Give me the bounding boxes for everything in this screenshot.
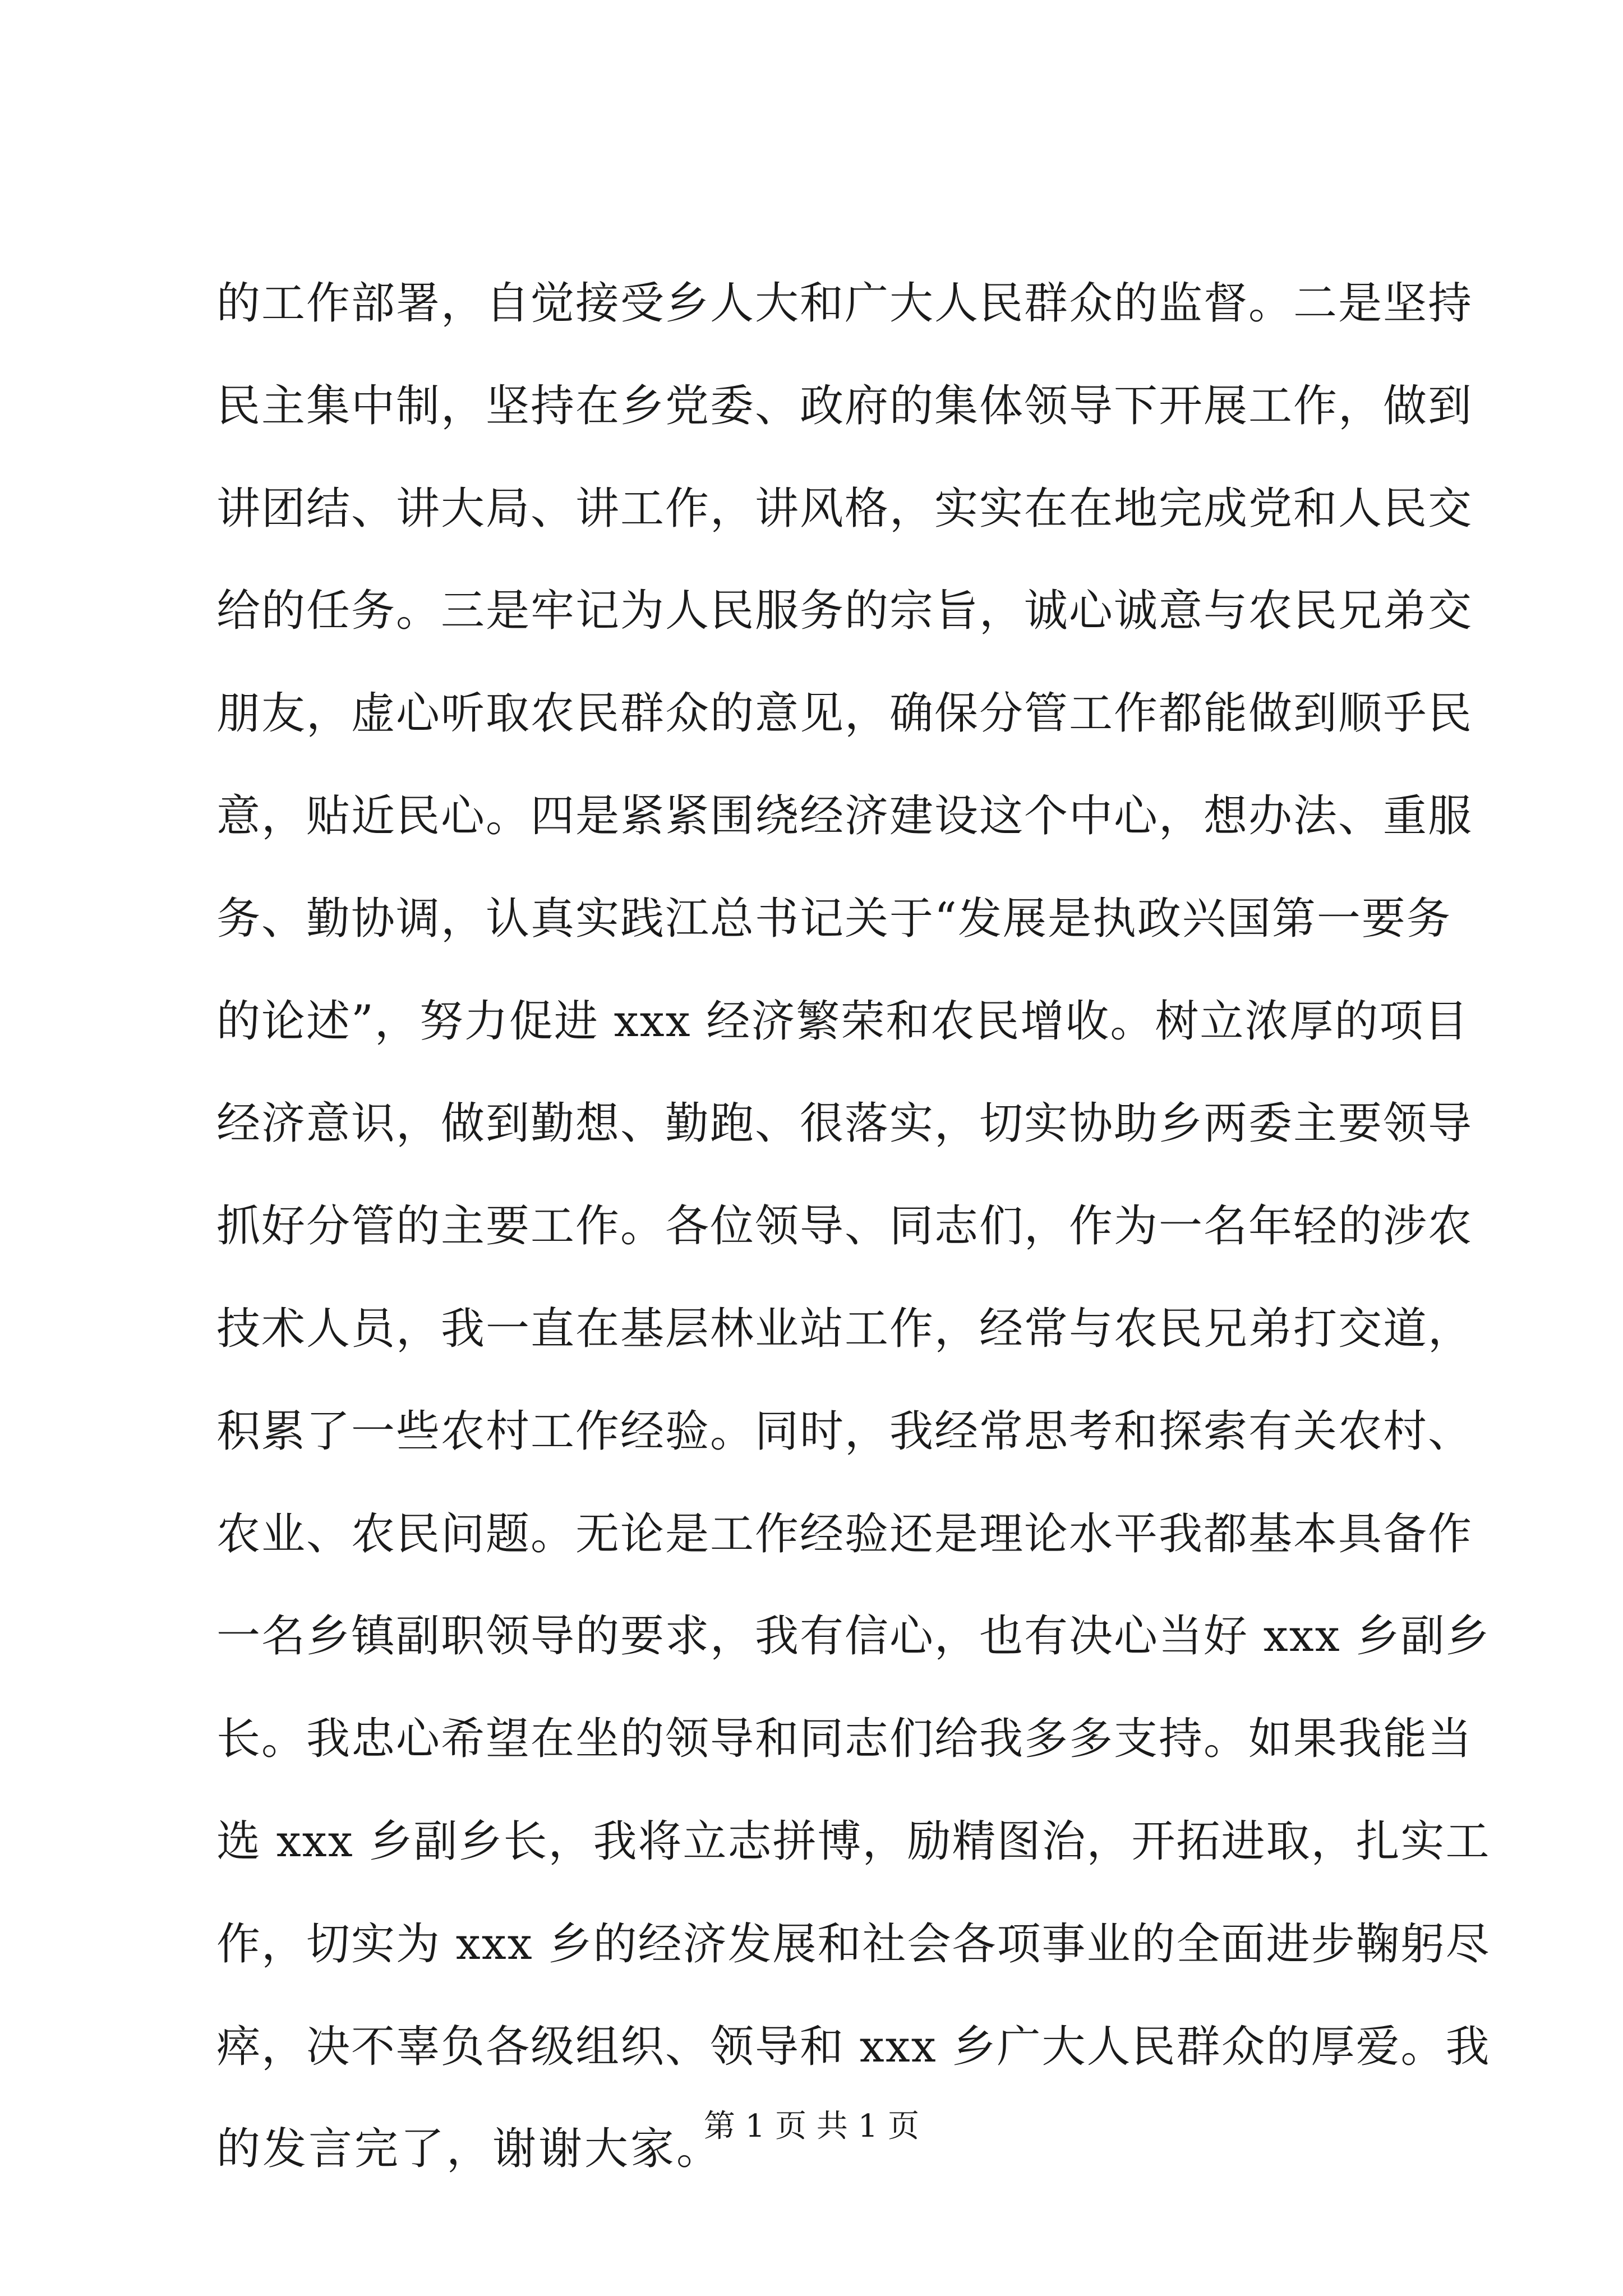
text-line-18: 瘁，决不辜负各级组织、领导和 xxx 乡广大人民群众的厚爱。我	[216, 2021, 1491, 2072]
text-line-13: 农业、农民问题。无论是工作经验还是理论水平我都基本具备作	[216, 1508, 1473, 1559]
text-line-11: 技术人员，我一直在基层林业站工作，经常与农民兄弟打交道，	[216, 1303, 1473, 1354]
text-line-7: 务、勤协调，认真实践江总书记关于“发展是执政兴国第一要务	[216, 893, 1451, 944]
text-line-4: 给的任务。三是牢记为人民服务的宗旨，诚心诚意与农民兄弟交	[216, 586, 1473, 637]
text-line-1: 的工作部署，自觉接受乡人大和广大人民群众的监督。二是坚持	[216, 278, 1473, 329]
text-line-6: 意，贴近民心。四是紧紧围绕经济建设这个中心，想办法、重服	[216, 790, 1473, 841]
text-line-5: 朋友，虚心听取农民群众的意见，确保分管工作都能做到顺乎民	[216, 688, 1473, 739]
text-line-8: 的论述”，努力促进 xxx 经济繁荣和农民增收。树立浓厚的项目	[216, 996, 1469, 1047]
body-text	[216, 252, 1491, 2201]
text-line-12: 积累了一些农村工作经验。同时，我经常思考和探索有关农村、	[216, 1406, 1473, 1457]
text-line-2: 民主集中制，坚持在乡党委、政府的集体领导下开展工作，做到	[216, 380, 1473, 431]
text-line-14: 一名乡镇副职领导的要求，我有信心，也有决心当好 xxx 乡副乡	[216, 1611, 1491, 1662]
text-line-15: 长。我忠心希望在坐的领导和同志们给我多多支持。如果我能当	[216, 1714, 1473, 1765]
text-line-9: 经济意识，做到勤想、勤跑、很落实，切实协助乡两委主要领导	[216, 1098, 1473, 1149]
page-number-label: 第 1 页 共 1 页	[703, 2108, 920, 2145]
text-line-17: 作，切实为 xxx 乡的经济发展和社会各项事业的全面进步鞠躬尽	[216, 1918, 1491, 1970]
text-line-3: 讲团结、讲大局、讲工作，讲风格，实实在在地完成党和人民交	[216, 483, 1473, 534]
text-line-19: 的发言完了，谢谢大家。	[216, 2124, 723, 2175]
text-line-10: 抓好分管的主要工作。各位领导、同志们，作为一名年轻的涉农	[216, 1201, 1473, 1252]
text-line-16: 选 xxx 乡副乡长，我将立志拼博，励精图治，开拓进取，扎实工	[216, 1816, 1491, 1867]
page-footer	[0, 2101, 1623, 2146]
